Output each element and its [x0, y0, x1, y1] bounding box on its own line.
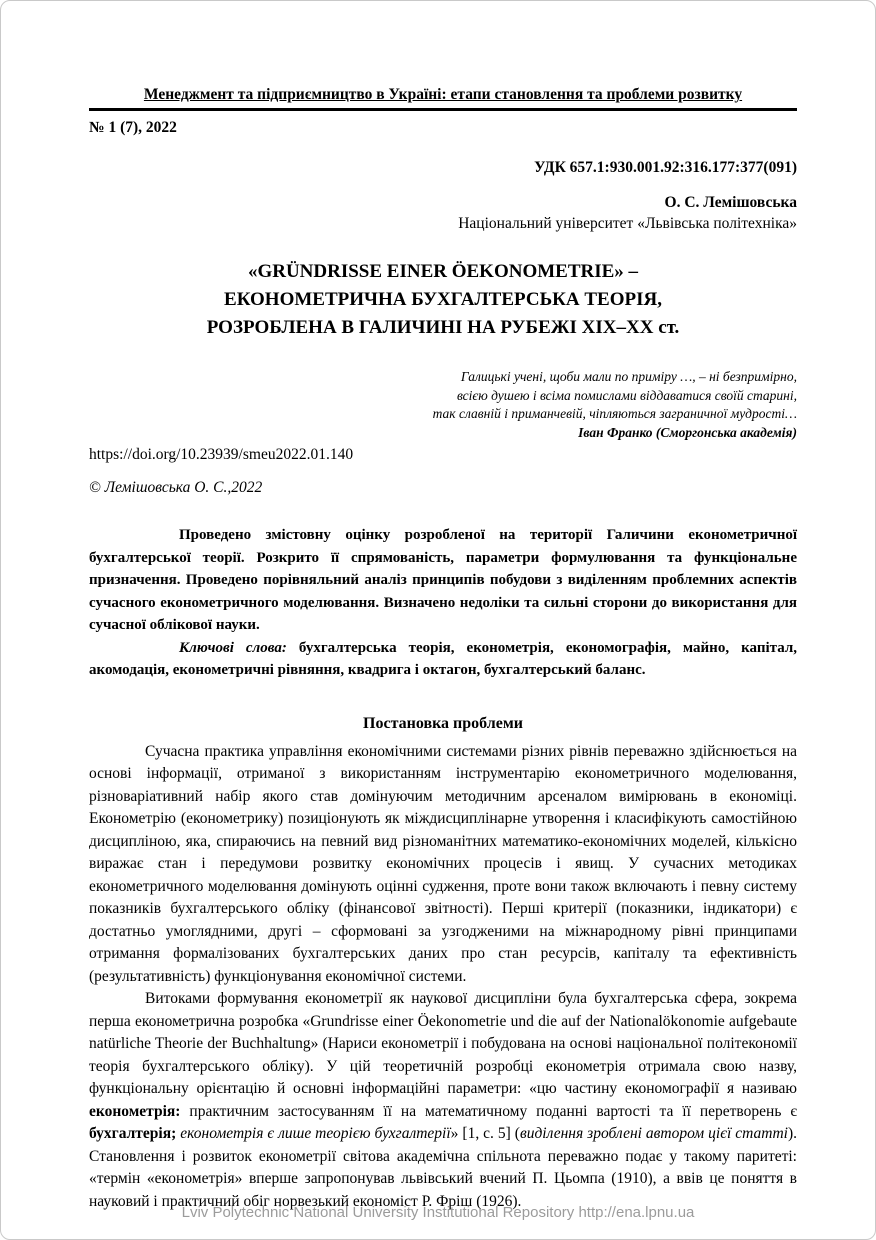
repository-footer: Lviv Polytechnic National University Institutional Repository http://ena.lpnu.ua: [181, 1204, 695, 1221]
journal-title: Менеджмент та підприємництво в Україні: етапи становлення та проблеми розвитку: [143, 86, 743, 103]
epigraph: [89, 368, 797, 442]
abstract-text: Проведено змістовну оцінку розробленої на території Галичини економетричної бухгалтерської теорії. Розкрито її спрямованість, параметри формулювання та функціональне призначення. Проведено порівняльний аналіз принципів побудови з виділенням проблемних аспектів сучасного економетричного моделювання. Визначено недоліки та сильні сторони до використання для сучасної облікової науки.: [89, 527, 797, 633]
article-title: [89, 258, 797, 342]
header-rule: [89, 108, 797, 111]
author-affiliation: Національний університет «Львівська політехніка»: [458, 215, 797, 232]
journal-header: [89, 85, 797, 138]
section-heading: Постановка проблеми: [363, 714, 523, 732]
issue-number: № 1 (7), 2022: [89, 119, 177, 136]
epigraph-line-1: Галицькі учені, щоби мали по приміру …, – ні безпримірно,: [460, 369, 797, 384]
page-content: [1, 1, 875, 1213]
epigraph-line-2: всією душею і всіма помислами віддаватися своїй старині,: [456, 387, 797, 403]
keywords: Ключові слова: бухгалтерська теорія, економетрія, економографія, майно, капітал, акомодація, економетричні рівняння, квадрига і октагон, бухгалтерський баланс.: [89, 639, 797, 678]
body-paragraph-1: Сучасна практика управління економічними системами різних рівнів переважно здійснюється на основі інформації, отриманої з використанням інструментарію економетричного моделювання, різноваріативний набір якого став домінуючим методичним арсеналом вимірювань в економіці. Економетрію (економетрику) позиціонують як міждисциплінарне утворення і класифікують самостійною дисципліною, яка, спираючись на певний вид різноманітних математико-економічних моделей, кількісно виражає стан і передумови розвитку економічних процесів і явищ. У сучасних методиках економетричного моделювання домінують оцінні судження, проте вони також включають і певну систему показників бухгалтерського обліку (фінансової звітності). Перші критерії (показники, індикатори) є достатньо умоглядними, другі – сформовані за узгодженими на міжнародному рівні принципами отримання формалізованих бухгалтерських даних про стан ресурсів, капіталу та ефективність (результативність) функціонування економічної системи.: [89, 742, 797, 985]
author-name: О. С. Лемішовська: [664, 194, 797, 211]
article-title-line-1: «GRÜNDRISSE EINER ÖEKONOMETRIE» –: [247, 261, 639, 282]
article-title-line-3: РОЗРОБЛЕНА В ГАЛИЧИНІ НА РУБЕЖІ ХІХ–ХХ ст.: [206, 317, 680, 338]
epigraph-attribution: Іван Франко (Сморгонська академія): [578, 424, 797, 440]
body-paragraph-2: Витоками формування економетрії як наукової дисципліни була бухгалтерська сфера, зокрема перша економетрична розробка «Grundrisse einer Öekonometrie und die auf der Nationalökonomie aufgebaute natürliche Theorie der Buchhaltung» (Нариси економетрії і побудована на основі національної політекономії теорія бухгалтерського обліку). У цій теоретичній розробці економетрія отримала свою назву, функціональну орієнтацію й основні інформаційні параметри: «цю частину економографії я називаю економетрія: практичним застосуванням її на математичному поданні вартості та її перетворень є бухгалтерія; економетрія є лише теорією бухгалтерії» [1, с. 5] (виділення зроблені автором цієї статті). Становлення і розвиток економетрії світова академічна спільнота переважно подає у такому паритеті: «термін «економетрія» вперше запропонував львівський вчений П. Цьомпа (1910), а ввів це поняття в науковий і практичний обіг норвезький економіст Р. Фріш (1926).: [89, 990, 797, 1210]
copyright-notice: © Лемішовська О. С.,2022: [89, 479, 263, 496]
doi-link[interactable]: https://doi.org/10.23939/smeu2022.01.140: [89, 446, 354, 463]
udc-code: УДК 657.1:930.001.92:316.177:377(091): [534, 159, 797, 176]
article-title-line-2: ЕКОНОМЕТРИЧНА БУХГАЛТЕРСЬКА ТЕОРІЯ,: [224, 289, 662, 310]
epigraph-line-3: так славній і приманчевій, чіпляються заграничної мудрості…: [432, 406, 797, 421]
